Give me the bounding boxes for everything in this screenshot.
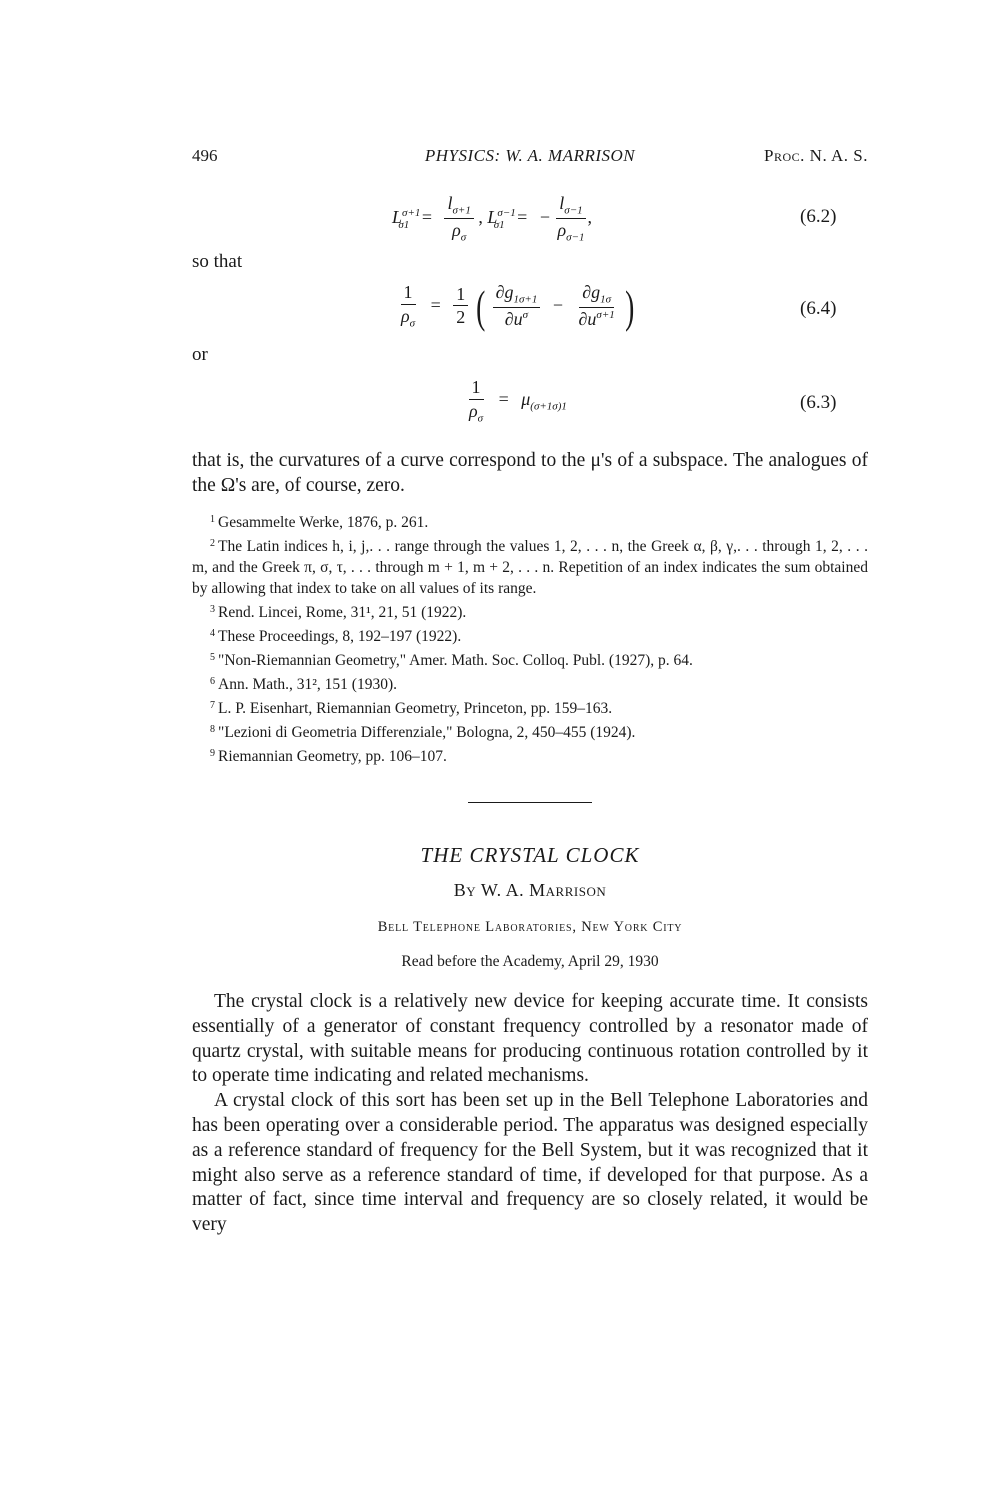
equation-number: (6.3) xyxy=(800,392,837,413)
equation-number: (6.2) xyxy=(800,206,837,227)
equation-number: (6.4) xyxy=(800,298,837,319)
section-divider xyxy=(468,802,592,803)
footnote: $^9$ Riemannian Geometry, pp. 106–107. xyxy=(210,748,447,765)
article-body xyxy=(192,990,868,1238)
article-paragraph: A crystal clock of this sort has been set up in the Bell Telephone Laboratories and has been operating over a considerable period. The apparatus was designed especially as a reference standard of frequency for the Bell System, but it was recognized that it might also serve as a reference standard of time, if developed for that purpose. As a matter of fact, since time interval and frequency are so closely related, it would be very xyxy=(192,1090,868,1236)
equation-6-2: $L^{\sigma+1}_{\sigma 1}$ = $\frac{l_{\sigma+1}}{\rho_\sigma}$ , $L^{\sigma-1}_{\sigma 1}$ = − $\frac{l_{\sigma-1}}{\rho_{\sigma-1}}$ , xyxy=(392,193,592,244)
footnote: $^5$ "Non-Riemannian Geometry," Amer. Math. Soc. Colloq. Publ. (1927), p. 64. xyxy=(210,652,693,669)
footnote: $^8$ "Lezioni di Geometria Differenziale," Bologna, 2, 450–455 (1924). xyxy=(210,724,636,741)
read-note: Read before the Academy, April 29, 1930 xyxy=(401,953,659,970)
page-header xyxy=(192,146,868,168)
connector-text: or xyxy=(192,344,208,365)
footnote: $^7$ L. P. Eisenhart, Riemannian Geometry, Princeton, pp. 159–163. xyxy=(210,700,613,717)
footnote: $^1$ Gesammelte Werke, 1876, p. 261. xyxy=(210,514,429,531)
connector-text: so that xyxy=(192,251,243,272)
article-author: By W. A. Marrison xyxy=(453,880,607,900)
equation-6-4: $\frac{1}{\rho_\sigma}$ = $\frac{1}{2}$ ( $\frac{\partial g_{1\sigma+1}}{\partial u^\sigma}$ − $\frac{\partial g_{1\sigma}}{\partial u^{\sigma+1}}$ ) xyxy=(401,280,635,332)
journal-name: Proc. N. A. S. xyxy=(764,146,868,165)
footnote: $^3$ Rend. Lincei, Rome, 31¹, 21, 51 (1922). xyxy=(210,604,467,621)
equation-6-3: $\frac{1}{\rho_\sigma}$ = $\mu_{(\sigma+1\sigma)1}$ xyxy=(469,377,567,425)
article-title: THE CRYSTAL CLOCK xyxy=(420,843,640,867)
conclusion-paragraph: that is, the curvatures of a curve correspond to the μ's of a subspace. The analogues of the Ω's are, of course, zero. xyxy=(192,450,868,496)
footnote: $^4$ These Proceedings, 8, 192–197 (1922). xyxy=(210,628,462,645)
article-paragraph: The crystal clock is a relatively new device for keeping accurate time. It consists essentially of a generator of constant frequency controlled by a resonator made of quartz crystal, with suitable means for producing continuous rotation controlled by it to operate time indicating and related mechanisms. xyxy=(192,991,868,1087)
footnote: $^2$ The Latin indices h, i, j,. . . range through the values 1, 2, . . . n, the Greek α, β, γ,. . . through 1, 2, . . . m, and the Greek π, σ, τ, . . . through m + 1, m + 2, . . . n. Repetition of an index indicates the sum obtained by allowing that index to take on all values of its range. xyxy=(192,538,868,597)
footnotes xyxy=(192,509,868,767)
footnote: $^6$ Ann. Math., 31², 151 (1930). xyxy=(210,676,398,693)
page-number: 496 xyxy=(192,146,218,165)
article-affiliation: Bell Telephone Laboratories, New York City xyxy=(377,919,683,935)
running-title: PHYSICS: W. A. MARRISON xyxy=(424,146,636,165)
